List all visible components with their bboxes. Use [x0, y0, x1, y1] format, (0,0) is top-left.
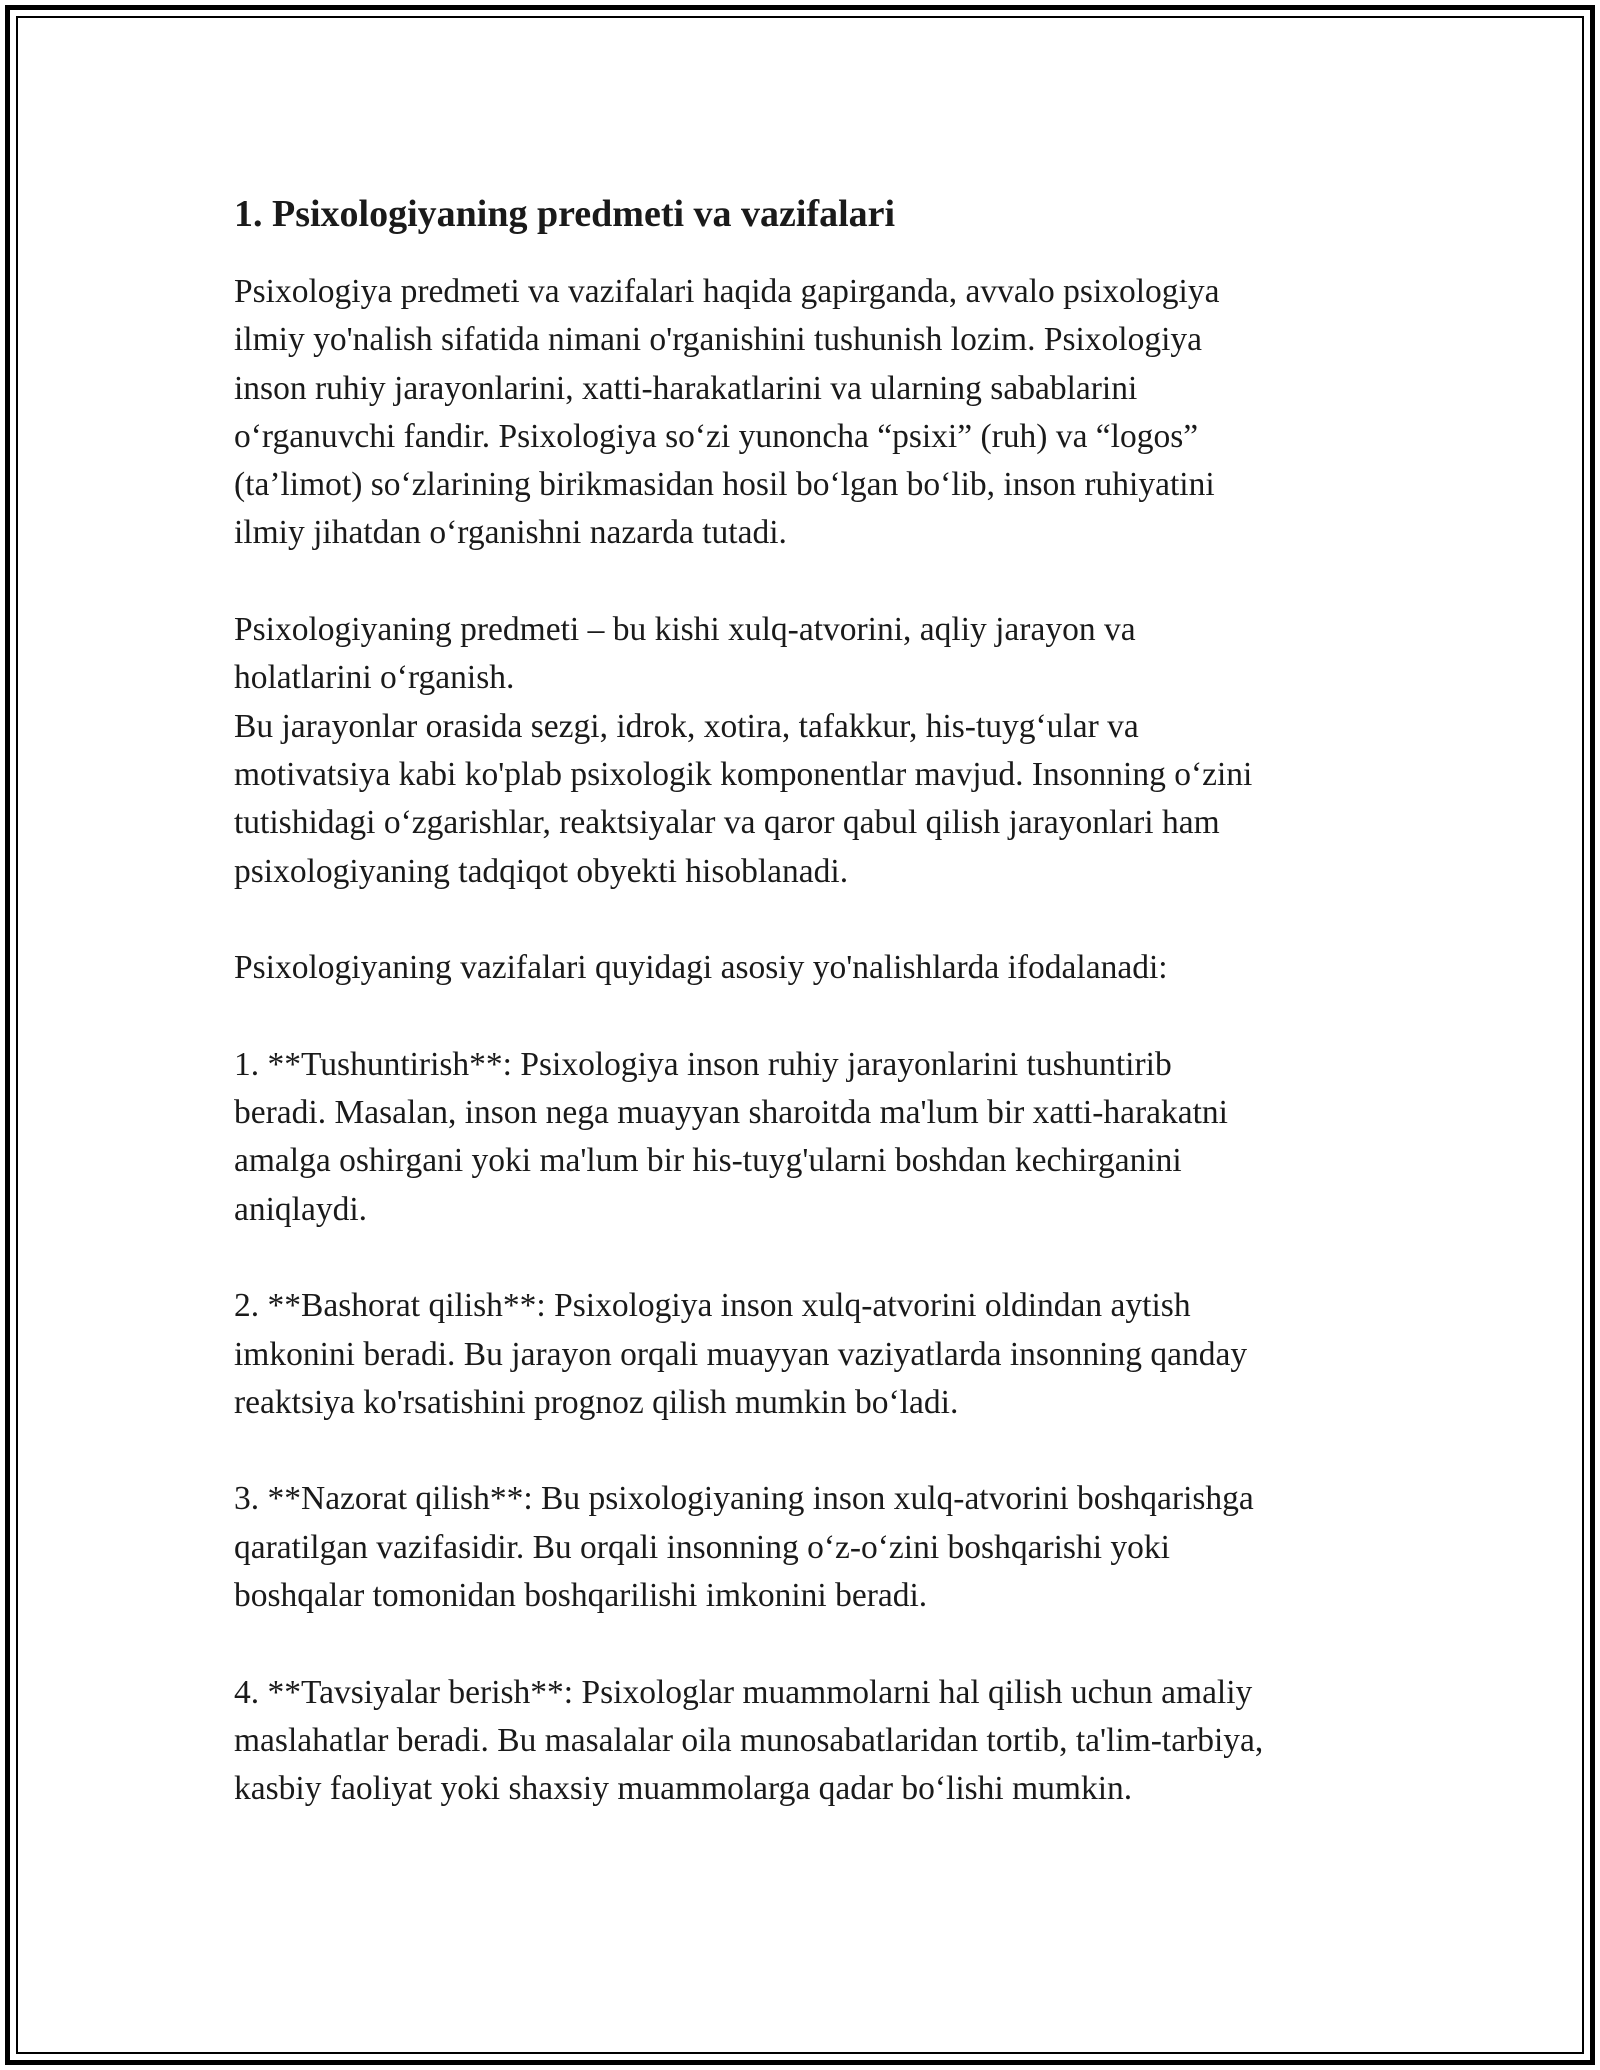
text-line: holatlarini o‘rganish. — [234, 659, 515, 697]
text-line: ilmiy jihatdan o‘rganishni nazarda tutadi. — [234, 514, 787, 552]
paragraph-spacer — [234, 1427, 1374, 1475]
paragraph-spacer — [234, 1234, 1374, 1282]
list-item-explanation — [234, 1041, 1374, 1234]
text-line: Bu jarayonlar orasida sezgi, idrok, xotira, tafakkur, his-tuyg‘ular va — [234, 707, 1139, 745]
text-line: 4. **Tavsiyalar berish**: Psixologlar muammolarni hal qilish uchun amaliy — [234, 1673, 1253, 1711]
text-line: tutishidagi o‘zgarishlar, reaktsiyalar va qaror qabul qilish jarayonlari ham — [234, 804, 1220, 842]
paragraph-spacer — [234, 896, 1374, 944]
text-line: Psixologiya predmeti va vazifalari haqida gapirganda, avvalo psixologiya — [234, 273, 1220, 310]
paragraph-spacer — [234, 1620, 1374, 1668]
paragraph-spacer — [234, 992, 1374, 1040]
document-page — [234, 186, 1374, 1814]
text-line: Psixologiyaning predmeti – bu kishi xulq-atvorini, aqliy jarayon va — [234, 611, 1136, 649]
text-line: amalga oshirgani yoki ma'lum bir his-tuyg'ularni boshdan kechirganini — [234, 1142, 1182, 1180]
document-title: 1. Psixologiyaning predmeti va vazifalari — [234, 193, 896, 235]
text-line: aniqlaydi. — [234, 1190, 368, 1228]
text-line: psixologiyaning tadqiqot obyekti hisoblanadi. — [234, 852, 849, 890]
text-line: Psixologiyaning vazifalari quyidagi asosiy yo'nalishlarda ifodalanadi: — [234, 949, 1168, 987]
text-line: 3. **Nazorat qilish**: Bu psixologiyaning inson xulq-atvorini boshqarishga — [234, 1480, 1254, 1518]
text-line: 1. **Tushuntirish**: Psixologiya inson ruhiy jarayonlarini tushuntirib — [234, 1045, 1172, 1083]
paragraph-intro — [234, 268, 1374, 558]
text-line: motivatsiya kabi ko'plab psixologik komponentlar mavjud. Insonning o‘zini — [234, 755, 1253, 793]
paragraph-tasks-intro — [234, 944, 1374, 992]
text-line: kasbiy faoliyat yoki shaxsiy muammolarga qadar bo‘lishi mumkin. — [234, 1770, 1133, 1808]
text-line: beradi. Masalan, inson nega muayyan sharoitda ma'lum bir xatti-harakatni — [234, 1094, 1228, 1132]
text-line: 2. **Bashorat qilish**: Psixologiya inson xulq-atvorini oldindan aytish — [234, 1287, 1191, 1325]
paragraph-subject — [234, 606, 1374, 896]
list-item-control — [234, 1475, 1374, 1620]
text-line: reaktsiya ko'rsatishini prognoz qilish mumkin bo‘ladi. — [234, 1383, 959, 1421]
paragraph-spacer — [234, 558, 1374, 606]
list-item-recommendations — [234, 1669, 1374, 1814]
text-line: ilmiy yo'nalish sifatida nimani o'rganishini tushunish lozim. Psixologiya — [234, 321, 1203, 359]
text-line: qaratilgan vazifasidir. Bu orqali insonning o‘z-o‘zini boshqarishi yoki — [234, 1528, 1170, 1566]
text-line: maslahatlar beradi. Bu masalalar oila munosabatlaridan tortib, ta'lim-tarbiya, — [234, 1721, 1264, 1759]
text-line: o‘rganuvchi fandir. Psixologiya so‘zi yunoncha “psixi” (ruh) va “logos” — [234, 417, 1199, 455]
text-line: (ta’limot) so‘zlarining birikmasidan hosil bo‘lgan bo‘lib, inson ruhiyatini — [234, 466, 1215, 504]
text-line: boshqalar tomonidan boshqarilishi imkonini beradi. — [234, 1577, 928, 1615]
text-line: inson ruhiy jarayonlarini, xatti-harakatlarini va ularning sabablarini — [234, 369, 1138, 407]
list-item-prediction — [234, 1282, 1374, 1427]
text-line: imkonini beradi. Bu jarayon orqali muayyan vaziyatlarda insonning qanday — [234, 1335, 1248, 1373]
